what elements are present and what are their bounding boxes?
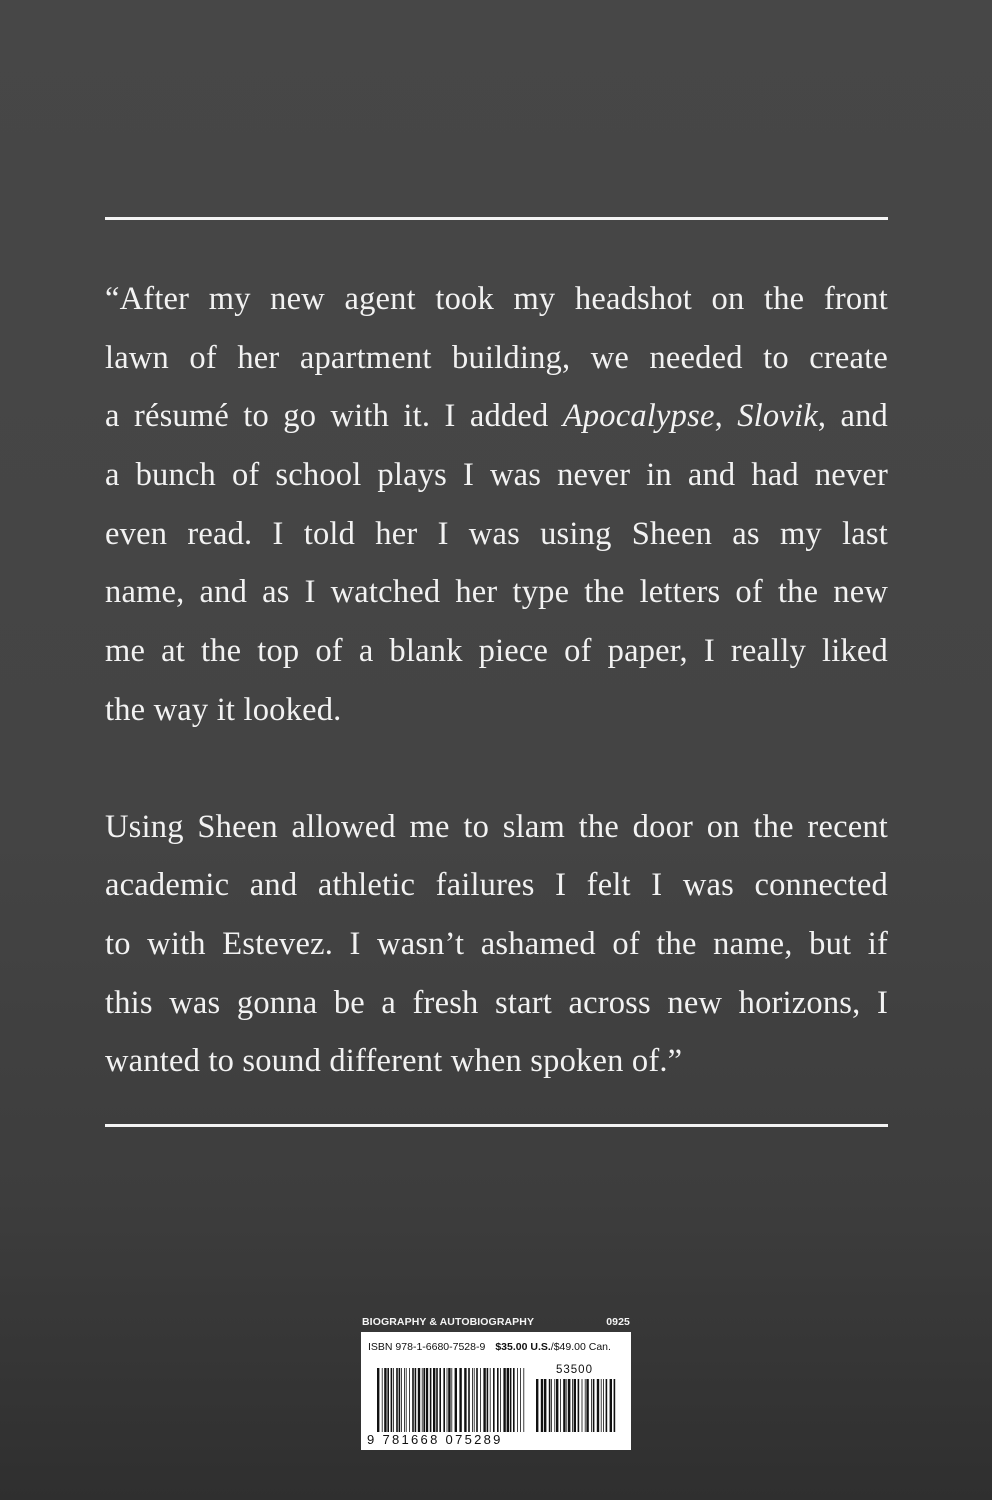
barcode-bar [563,1379,565,1432]
barcode-bar [422,1368,423,1432]
price [495,1341,611,1353]
barcode-bar [387,1368,389,1432]
quote-text: Using Sheen allowed me to slam the door on the recent [105,808,888,845]
barcode-bar [439,1368,441,1432]
addon-number: 53500 [556,1364,593,1376]
barcode-bar [549,1379,551,1432]
barcode-bar [483,1368,485,1432]
barcode-bar [426,1368,428,1432]
barcode-bar [464,1368,466,1432]
quote-text: this was gonna be a fresh start across new horizons, I [105,984,888,1021]
quote-line [105,563,888,622]
barcode-bar [554,1379,555,1432]
isbn-number: ISBN 978-1-6680-7528-9 [368,1341,486,1353]
quote-text: a résumé to go with it. I added [105,398,563,435]
barcode-bar [490,1368,491,1432]
barcode-bar [448,1368,450,1432]
quote-text: a bunch of school plays I was never in and had never [105,457,888,494]
barcode-bar [551,1379,552,1432]
italic-title: Slovik [737,398,818,435]
quote-text: to with Estevez. I wasn’t ashamed of the name, but if [105,925,888,962]
barcode-bar [401,1368,402,1432]
isbn-price-line [368,1341,611,1353]
quote-line [105,270,888,329]
barcode-bar [585,1379,586,1432]
back-cover-quote [105,270,888,1091]
quote-text: academic and athletic failures I felt I was connected [105,867,888,904]
barcode-bar [572,1379,573,1432]
barcode-bar [601,1379,602,1432]
barcode-bar [536,1379,538,1432]
quote-line [105,798,888,857]
barcode-bar [472,1368,473,1432]
barcode-header [362,1316,630,1330]
barcode-bar [566,1379,567,1432]
bottom-divider [105,1124,888,1127]
barcode-bar [520,1368,521,1432]
barcode-bar [415,1368,417,1432]
barcode-bar [391,1368,393,1432]
barcode-bar [574,1379,576,1432]
quote-line [105,974,888,1033]
barcode-bar [487,1368,489,1432]
barcode-bar [517,1368,518,1432]
barcode-bar [493,1368,495,1432]
addon-barcode [536,1379,618,1432]
barcode-bar [597,1379,599,1432]
barcode-bar [436,1368,438,1432]
barcode-bar [582,1379,583,1432]
barcode-bar [404,1368,405,1432]
barcode-bar [455,1368,457,1432]
price-can: /$49.00 Can. [550,1341,611,1353]
category-label: BIOGRAPHY & AUTOBIOGRAPHY [362,1316,535,1328]
quote-line [105,915,888,974]
barcode-bar [377,1368,379,1432]
barcode-bar [513,1368,515,1432]
barcode-bar [430,1368,432,1432]
barcode-bar [382,1368,383,1432]
barcode-bar [568,1379,570,1432]
quote-line [105,856,888,915]
top-divider [105,217,888,220]
barcode-bar [510,1368,512,1432]
price-us: $35.00 U.S. [495,1341,551,1353]
quote-text: , [714,398,738,435]
barcode-bar [497,1368,499,1432]
quote-text: “After my new agent took my headshot on the front [105,281,888,317]
barcode-bar [459,1368,461,1432]
quote-line [105,446,888,505]
barcode-panel [361,1332,631,1450]
quote-text: me at the top of a blank piece of paper, I really liked [105,633,888,670]
ean-barcode [377,1368,527,1432]
quote-text: lawn of her apartment building, we needed to create [105,339,888,376]
barcode-bar [556,1379,558,1432]
barcode-bar [468,1368,470,1432]
barcode-bar [393,1368,394,1432]
quote-line [105,622,888,681]
barcode-bar [474,1368,475,1432]
quote-text: , and [817,398,888,435]
barcode-bar [443,1368,445,1432]
barcode-bar [451,1368,452,1432]
quote-paragraph-2 [105,798,888,1091]
quote-line [105,387,888,446]
barcode-bar [476,1368,478,1432]
quote-line [105,505,888,564]
category-code: 0925 [606,1316,630,1328]
barcode-bar [412,1368,414,1432]
quote-line [105,1032,888,1091]
quote-text: wanted to sound different when spoken of.” [105,1043,683,1080]
barcode-bar [541,1379,543,1432]
barcode-bar [480,1368,481,1432]
quote-text: even read. I told her I was using Sheen as my last [105,515,888,552]
barcode-bar [406,1368,407,1432]
barcode-bar [586,1379,588,1432]
barcode-bar [507,1368,509,1432]
quote-text: the way it looked. [105,691,342,728]
barcode-bar [423,1368,425,1432]
barcode-bar [591,1379,592,1432]
barcode-bar [503,1368,505,1432]
barcode-bar [523,1368,524,1432]
barcode-bar [418,1368,420,1432]
barcode-bar [560,1379,561,1432]
quote-text: name, and as I watched her type the letters of the new [105,574,888,611]
ean-number: 9 781668 075289 [367,1432,503,1447]
quote-line [105,329,888,388]
barcode-bar [603,1379,604,1432]
barcode-bar [399,1368,401,1432]
barcode-bar [500,1368,501,1432]
barcode-bar [610,1379,612,1432]
quote-line [105,681,888,740]
barcode-bar [447,1368,448,1432]
barcode-bar [433,1368,435,1432]
barcode-bar [396,1368,398,1432]
barcode-bar [544,1379,546,1432]
barcode-bar [606,1379,608,1432]
barcode-bar [578,1379,580,1432]
quote-paragraph-1 [105,270,888,740]
barcode-bar [593,1379,595,1432]
barcode-bar [384,1368,386,1432]
barcode-bar [409,1368,410,1432]
italic-title: Apocalypse [562,398,715,435]
barcode-bar [614,1379,616,1432]
